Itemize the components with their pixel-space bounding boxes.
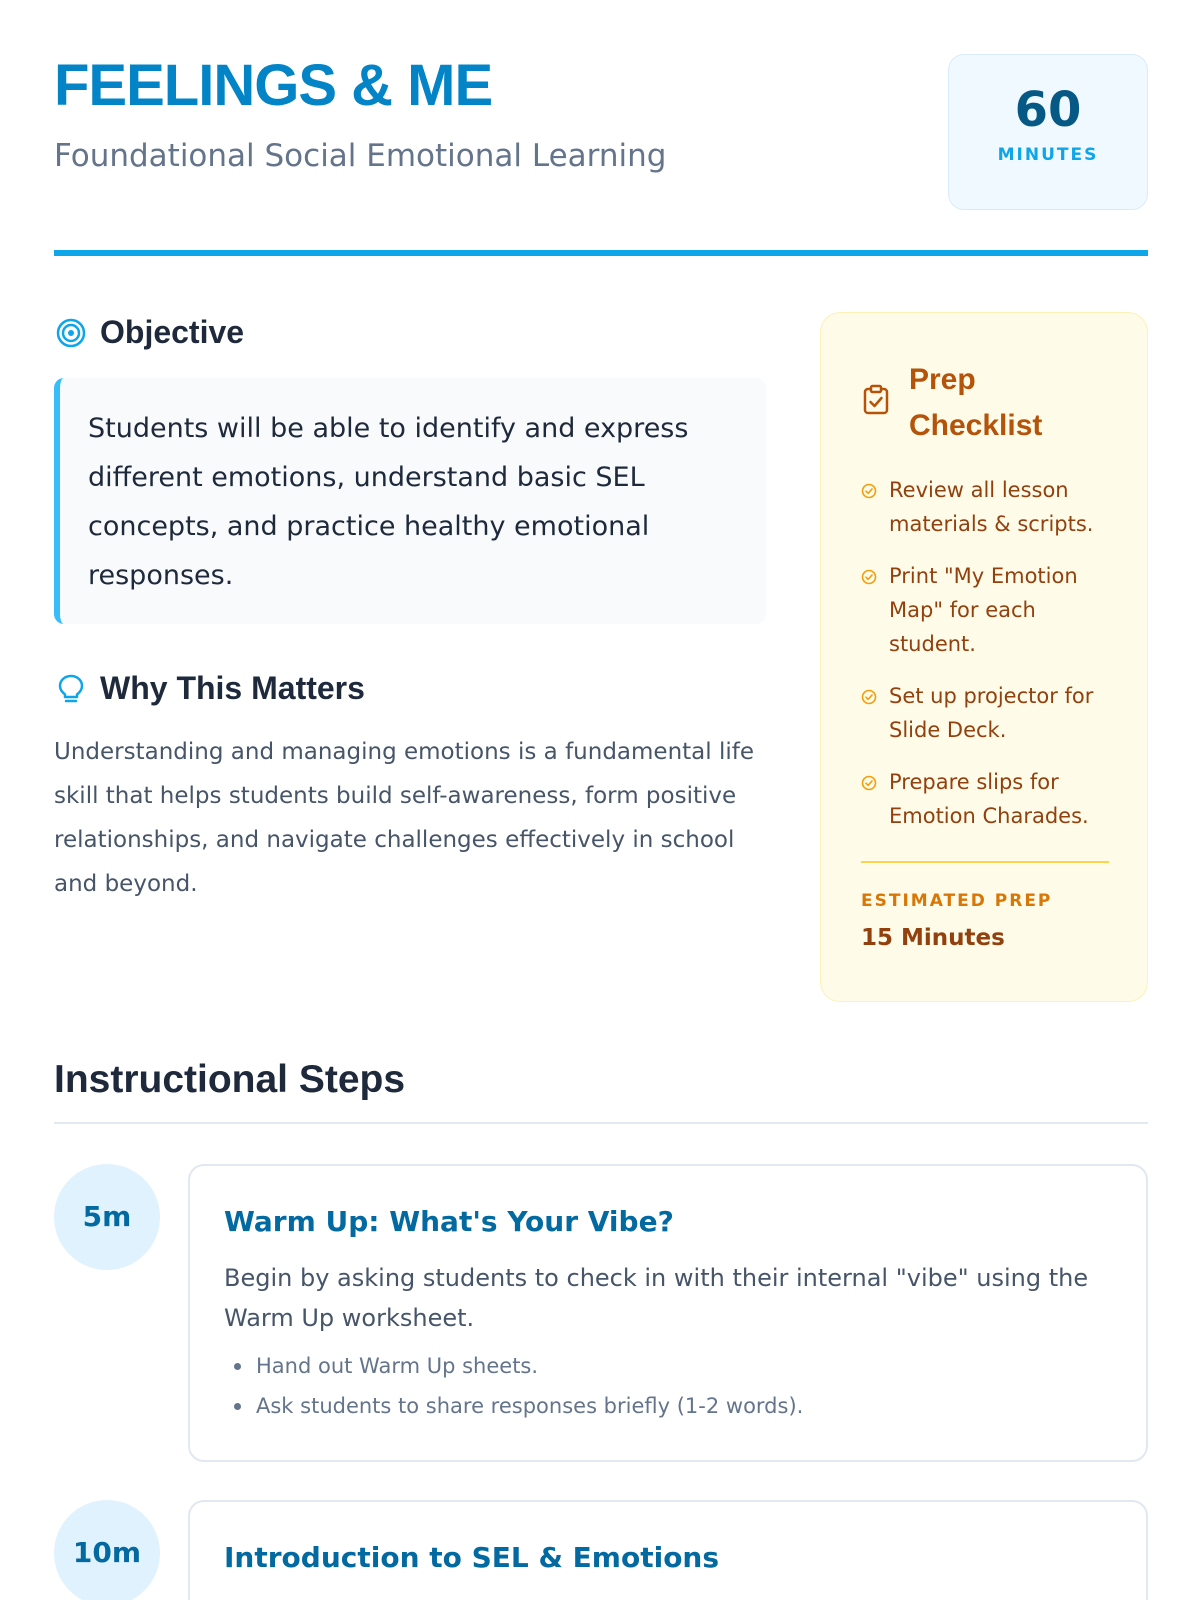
step-time-badge: 5m xyxy=(54,1164,160,1270)
prep-heading-row xyxy=(861,357,1089,449)
check-circle-icon xyxy=(861,569,877,585)
check-circle-icon xyxy=(861,775,877,791)
step-bullet-list xyxy=(224,1346,1112,1426)
check-circle-icon xyxy=(861,483,877,499)
prep-item xyxy=(861,679,1111,747)
steps-heading: Instructional Steps xyxy=(54,1058,406,1101)
objective-text: Students will be able to identify and express different emotions, understand basic SEL concepts, and practice healthy emotional responses. xyxy=(88,413,689,591)
clipboard-check-icon xyxy=(861,383,893,415)
prep-heading: Prep Checklist xyxy=(909,363,1043,442)
prep-checklist-card xyxy=(820,312,1148,1002)
target-icon xyxy=(54,316,88,350)
step-title: Warm Up: What's Your Vibe? xyxy=(224,1205,674,1238)
why-text: Understanding and managing emotions is a fundamental life skill that helps students build self-awareness, form positive relationships, and navigate challenges effectively in school and beyond. xyxy=(54,739,754,897)
check-circle-icon xyxy=(861,689,877,705)
duration-badge xyxy=(948,54,1148,210)
step-bullet: Ask students to share responses briefly (1-2 words). xyxy=(224,1386,1112,1426)
prep-item xyxy=(861,765,1111,833)
objective-heading: Objective xyxy=(100,314,245,350)
step-description: Begin by asking students to check in with their internal "vibe" using the Warm Up worksheet. xyxy=(224,1264,1089,1332)
prep-item xyxy=(861,473,1111,541)
page-subtitle: Foundational Social Emotional Learning xyxy=(54,138,667,174)
prep-item-label: Print "My Emotion Map" for each student. xyxy=(889,564,1078,656)
prep-estimate-value: 15 Minutes xyxy=(861,925,1005,951)
steps-divider xyxy=(54,1122,1148,1124)
prep-estimate-label: ESTIMATED PREP xyxy=(861,891,1053,911)
prep-divider xyxy=(861,861,1109,863)
step-time-badge: 10m xyxy=(54,1500,160,1600)
prep-item-label: Review all lesson materials & scripts. xyxy=(889,478,1094,536)
prep-item xyxy=(861,559,1111,661)
prep-item-label: Set up projector for Slide Deck. xyxy=(889,684,1094,742)
step-card xyxy=(188,1500,1148,1600)
page-header xyxy=(54,52,1148,212)
page-title: FEELINGS & ME xyxy=(54,53,493,118)
step-title: Introduction to SEL & Emotions xyxy=(224,1541,720,1574)
header-divider xyxy=(54,250,1148,256)
why-heading: Why This Matters xyxy=(100,670,365,706)
duration-value: 60 xyxy=(1014,82,1082,138)
step-card xyxy=(188,1164,1148,1462)
prep-item-label: Prepare slips for Emotion Charades. xyxy=(889,770,1089,828)
objective-heading-row xyxy=(54,314,244,351)
duration-label: MINUTES xyxy=(997,145,1099,165)
step-bullet: Hand out Warm Up sheets. xyxy=(224,1346,1112,1386)
objective-box xyxy=(54,378,766,624)
lightbulb-icon xyxy=(54,672,88,706)
why-heading-row xyxy=(54,670,365,707)
